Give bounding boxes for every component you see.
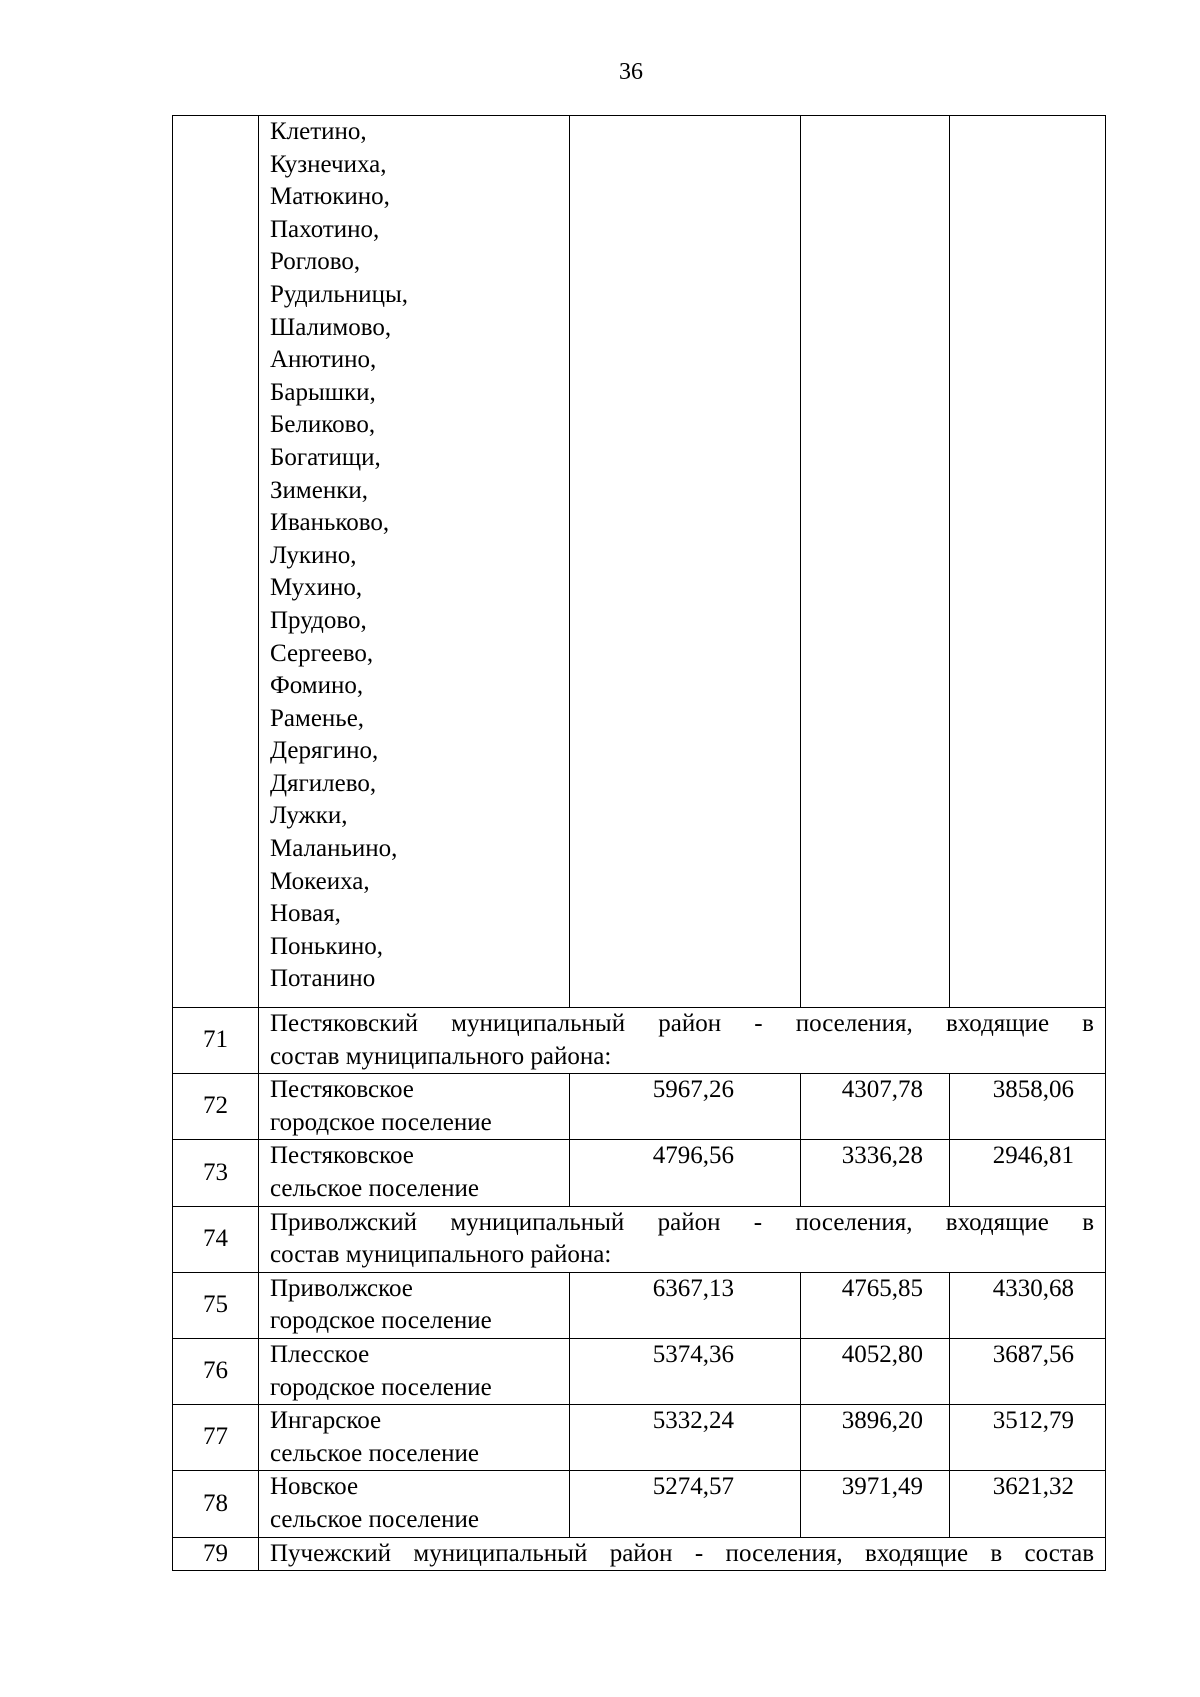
settlement-name: Новское [270, 1473, 359, 1501]
settlement-name: Маланьино, [270, 835, 398, 863]
settlement-name: Приволжское [270, 1274, 413, 1302]
value-cell: 2946,81 [950, 1140, 1106, 1206]
settlement-type: городское поселение [270, 1108, 492, 1136]
settlement-name-cell [259, 1405, 570, 1471]
settlement-name: Иваньково, [270, 509, 390, 537]
tariff-table [172, 115, 1106, 1571]
settlement-name: Мокеиха, [270, 867, 370, 895]
page-number: 36 [619, 59, 643, 85]
district-heading-line: Пучежский муниципальный район - поселения, входящие в состав [270, 1539, 1094, 1567]
value-cell: 3512,79 [950, 1405, 1106, 1471]
row-number: 73 [173, 1140, 259, 1206]
table-row [173, 1206, 1106, 1272]
value-cell [570, 116, 801, 1008]
value-cell: 3896,20 [801, 1405, 950, 1471]
settlement-type: сельское поселение [270, 1174, 479, 1202]
settlement-name: Пестяковское [270, 1076, 414, 1104]
settlement-name: Новая, [270, 900, 341, 928]
settlement-name: Потанино [270, 965, 376, 993]
settlement-name: Кузнечиха, [270, 150, 387, 178]
settlement-name: Прудово, [270, 606, 367, 634]
settlement-type: городское поселение [270, 1373, 492, 1401]
settlement-name: Шалимово, [270, 313, 392, 341]
value-cell: 5374,36 [570, 1338, 801, 1404]
value-cell: 3687,56 [950, 1338, 1106, 1404]
settlement-name-cell [259, 1471, 570, 1537]
settlement-name: Матюкино, [270, 183, 390, 211]
table-row [173, 1272, 1106, 1338]
settlement-name: Ингарское [270, 1407, 382, 1435]
settlement-name: Фомино, [270, 672, 364, 700]
table-row [173, 1338, 1106, 1404]
settlement-name: Пестяковское [270, 1142, 414, 1170]
district-heading [259, 1206, 1106, 1272]
settlement-name: Барышки, [270, 378, 376, 406]
settlement-name: Дягилево, [270, 769, 377, 797]
value-cell: 4330,68 [950, 1272, 1106, 1338]
row-number: 74 [173, 1206, 259, 1272]
row-number-cell [173, 116, 259, 1008]
row-number: 72 [173, 1074, 259, 1140]
settlement-name: Мухино, [270, 574, 363, 602]
district-heading-line: состав муниципального района: [270, 1241, 612, 1269]
settlement-type: городское поселение [270, 1307, 492, 1335]
settlement-name-cell [259, 1272, 570, 1338]
table-row [173, 1008, 1106, 1074]
value-cell: 4765,85 [801, 1272, 950, 1338]
value-cell: 3336,28 [801, 1140, 950, 1206]
settlement-name: Дерягино, [270, 737, 379, 765]
settlement-name: Лужки, [270, 802, 348, 830]
row-number: 71 [173, 1008, 259, 1074]
value-cell: 3971,49 [801, 1471, 950, 1537]
row-number: 75 [173, 1272, 259, 1338]
settlement-name: Анютино, [270, 346, 377, 374]
row-number: 77 [173, 1405, 259, 1471]
row-number: 76 [173, 1338, 259, 1404]
settlement-name: Богатищи, [270, 443, 381, 471]
district-heading [259, 1008, 1106, 1074]
table-row [173, 1074, 1106, 1140]
settlement-name-cell [259, 1074, 570, 1140]
value-cell: 5274,57 [570, 1471, 801, 1537]
settlement-name: Понькино, [270, 932, 383, 960]
table-row [173, 116, 1106, 1008]
settlement-type: сельское поселение [270, 1439, 479, 1467]
row-number: 78 [173, 1471, 259, 1537]
settlement-name: Зименки, [270, 476, 368, 504]
value-cell: 4307,78 [801, 1074, 950, 1140]
district-heading-line: Приволжский муниципальный район - поселения, входящие в [270, 1208, 1094, 1236]
settlement-name: Сергеево, [270, 639, 374, 667]
settlement-name: Беликово, [270, 411, 376, 439]
value-cell: 6367,13 [570, 1272, 801, 1338]
settlement-name: Клетино, [270, 118, 367, 145]
settlement-name: Роглово, [270, 248, 361, 276]
value-cell: 4052,80 [801, 1338, 950, 1404]
settlement-name: Лукино, [270, 541, 357, 569]
settlement-name: Рудильницы, [270, 280, 408, 308]
district-heading-line: состав муниципального района: [270, 1042, 612, 1070]
settlements-list-cell [259, 116, 570, 1008]
table-row [173, 1471, 1106, 1537]
settlement-name-cell [259, 1338, 570, 1404]
table-row [173, 1537, 1106, 1571]
settlement-name-cell [259, 1140, 570, 1206]
district-heading-line: Пестяковский муниципальный район - поселения, входящие в [270, 1010, 1094, 1037]
value-cell [950, 116, 1106, 1008]
district-heading [259, 1537, 1106, 1571]
table-row [173, 1140, 1106, 1206]
value-cell: 4796,56 [570, 1140, 801, 1206]
value-cell: 5332,24 [570, 1405, 801, 1471]
value-cell: 3858,06 [950, 1074, 1106, 1140]
settlement-name: Раменье, [270, 704, 365, 732]
settlement-name: Пахотино, [270, 215, 380, 243]
value-cell: 3621,32 [950, 1471, 1106, 1537]
table-row [173, 1405, 1106, 1471]
settlement-type: сельское поселение [270, 1505, 479, 1533]
settlement-name: Плесское [270, 1340, 370, 1368]
value-cell [801, 116, 950, 1008]
value-cell: 5967,26 [570, 1074, 801, 1140]
row-number: 79 [173, 1537, 259, 1571]
